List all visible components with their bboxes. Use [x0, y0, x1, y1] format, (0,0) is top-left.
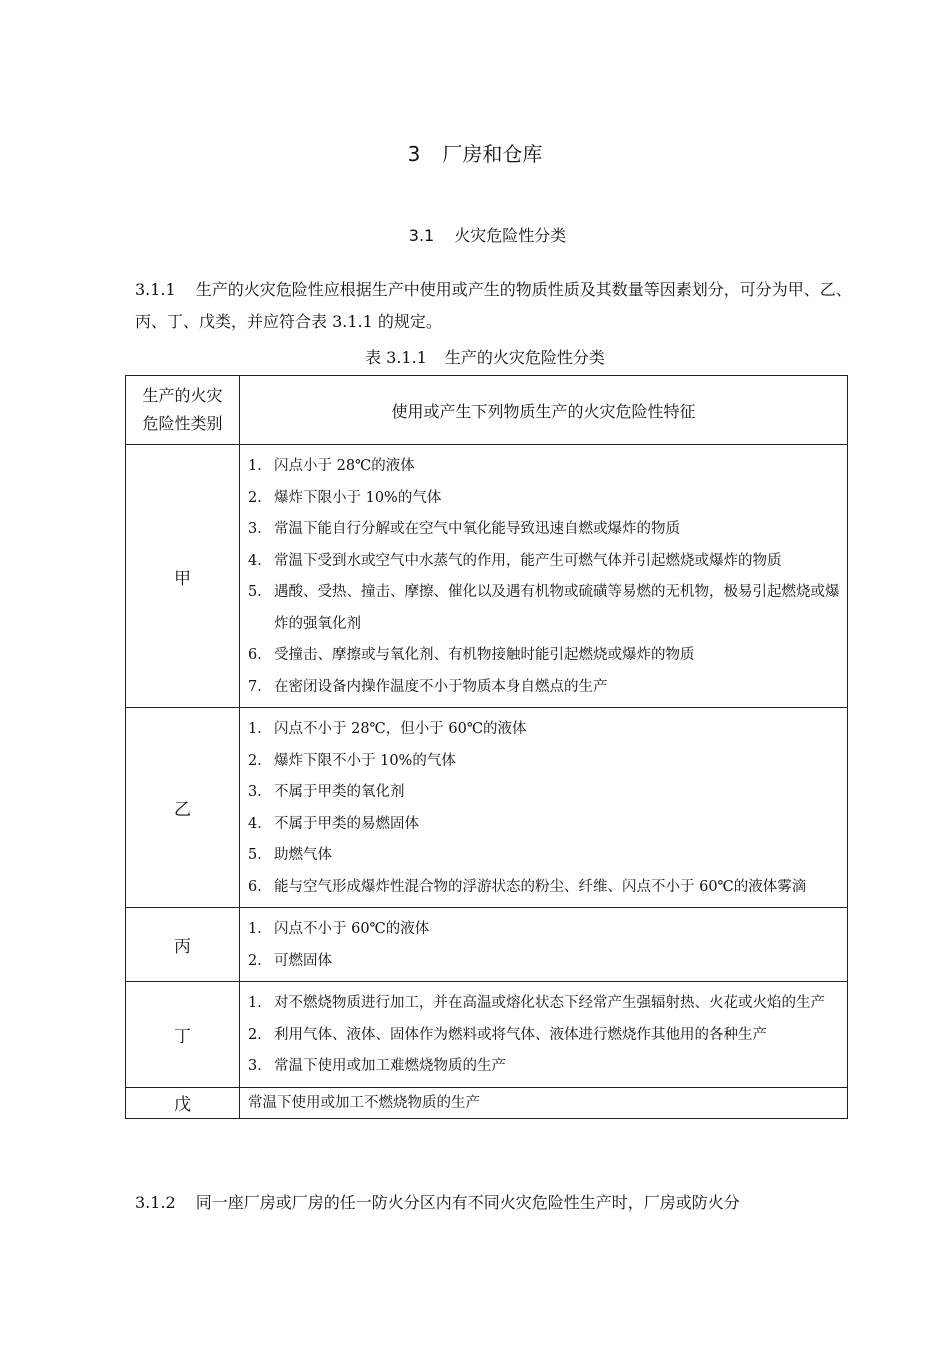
list-item — [248, 914, 841, 946]
list-item-text: 爆炸下限不小于 10%的气体 — [274, 752, 456, 769]
category-cell: 戊 — [126, 1087, 240, 1118]
list-item-index: 6． — [248, 647, 272, 663]
table-row — [126, 1087, 848, 1118]
list-item-index: 2． — [248, 489, 272, 506]
list-item — [248, 746, 841, 778]
list-item-text: 在密闭设备内操作温度不小于物质本身自燃点的生产 — [274, 678, 608, 695]
list-item-index: 5． — [248, 847, 272, 863]
list-item-text: 对不燃烧物质进行加工，并在高温或熔化状态下经常产生强辐射热、火花或火焰的生产 — [274, 995, 825, 1011]
table-header-row — [126, 376, 848, 445]
clause-text: 同一座厂房或厂房的任一防火分区内有不同火灾危险性生产时，厂房或防火分 — [195, 1193, 740, 1212]
header-class-cell — [126, 376, 240, 445]
list-item — [248, 672, 841, 704]
list-item — [248, 640, 841, 672]
chapter-number: 3 — [407, 142, 421, 166]
list-item-text: 遇酸、受热、撞击、摩擦、催化以及遇有机物或硫磺等易燃的无机物，极易引起燃烧或爆炸的强氧化剂 — [274, 584, 840, 632]
table-row — [126, 708, 848, 908]
list-item-index: 1． — [248, 921, 272, 937]
list-item-index: 2． — [248, 952, 272, 969]
list-item — [248, 840, 841, 872]
list-item — [248, 777, 841, 809]
list-item — [248, 483, 841, 515]
list-item — [248, 577, 841, 640]
section-title — [0, 223, 950, 246]
list-item-index: 3． — [248, 784, 272, 800]
list-item-text: 常温下使用或加工难燃烧物质的生产 — [274, 1058, 506, 1074]
table-row — [126, 908, 848, 982]
list-item-text: 闪点不小于 28℃，但小于 60℃的液体 — [274, 721, 527, 737]
list-item-text: 常温下受到水或空气中水蒸气的作用，能产生可燃气体并引起燃烧或爆炸的物质 — [274, 552, 782, 569]
list-item — [248, 809, 841, 841]
clause-text: 生产的火灾危险性应根据生产中使用或产生的物质性质及其数量等因素划分，可分为甲、乙、丙、丁、戊类，并应符合表 3.1.1 的规定。 — [135, 280, 852, 331]
list-item-text: 闪点不小于 60℃的液体 — [274, 921, 430, 937]
list-item — [248, 514, 841, 546]
category-cell: 乙 — [126, 708, 240, 908]
clause-number: 3.1.1 — [135, 280, 176, 299]
list-item — [248, 714, 841, 746]
category-cell: 甲 — [126, 445, 240, 708]
list-item-index: 2． — [248, 1026, 272, 1043]
feature-cell — [240, 708, 848, 908]
list-item-text: 利用气体、液体、固体作为燃料或将气体、液体进行燃烧作其他用的各种生产 — [274, 1026, 767, 1043]
list-item-index: 1． — [248, 995, 272, 1011]
list-item-text: 助燃气体 — [274, 847, 332, 863]
table-row — [126, 982, 848, 1088]
list-item — [248, 946, 841, 978]
hazard-classification-table — [125, 375, 848, 1119]
header-class-line2: 危险性类别 — [142, 414, 223, 433]
list-item-text: 闪点小于 28℃的液体 — [274, 458, 415, 474]
list-item-index: 6． — [248, 878, 272, 895]
list-item-index: 1． — [248, 721, 272, 737]
list-item-index: 3． — [248, 521, 272, 537]
list-item-text: 常温下能自行分解或在空气中氧化能导致迅速自燃或爆炸的物质 — [274, 521, 680, 537]
list-item-index: 1． — [248, 458, 272, 474]
list-item-text: 不属于甲类的氧化剂 — [274, 784, 405, 800]
table-body — [126, 445, 848, 1119]
feature-cell — [240, 445, 848, 708]
list-item — [248, 1020, 841, 1052]
section-title-text: 火灾危险性分类 — [454, 226, 567, 245]
clause-3-1-2 — [135, 1187, 855, 1219]
list-item-index: 4． — [248, 552, 272, 569]
category-cell: 丙 — [126, 908, 240, 982]
feature-cell — [240, 982, 848, 1088]
header-feature-cell: 使用或产生下列物质生产的火灾危险性特征 — [240, 376, 848, 445]
list-item — [248, 451, 841, 483]
list-item-index: 5． — [248, 584, 272, 600]
table-caption-title: 生产的火灾危险性分类 — [444, 348, 605, 367]
table-caption-number: 表 3.1.1 — [365, 348, 427, 367]
list-item-text: 不属于甲类的易燃固体 — [274, 815, 419, 832]
table-caption — [0, 345, 950, 368]
list-item-index: 3． — [248, 1058, 272, 1074]
list-item-index: 7． — [248, 678, 272, 695]
category-cell: 丁 — [126, 982, 240, 1088]
chapter-title — [0, 138, 950, 167]
list-item-index: 4． — [248, 815, 272, 832]
list-item-text: 受撞击、摩擦或与氧化剂、有机物接触时能引起燃烧或爆炸的物质 — [274, 647, 695, 663]
list-item-text: 能与空气形成爆炸性混合物的浮游状态的粉尘、纤维、闪点不小于 60℃的液体雾滴 — [274, 878, 807, 895]
list-item — [248, 988, 841, 1020]
list-item-text: 爆炸下限小于 10%的气体 — [274, 489, 442, 506]
feature-cell — [240, 908, 848, 982]
clause-3-1-1 — [135, 274, 855, 338]
section-number: 3.1 — [408, 226, 435, 245]
table-row — [126, 445, 848, 708]
feature-cell: 常温下使用或加工不燃烧物质的生产 — [240, 1087, 848, 1118]
header-class-line1: 生产的火灾 — [142, 386, 223, 405]
list-item — [248, 872, 841, 904]
list-item — [248, 1051, 841, 1083]
list-item-text: 可燃固体 — [274, 952, 332, 969]
list-item-index: 2． — [248, 752, 272, 769]
chapter-title-text: 厂房和仓库 — [442, 142, 543, 166]
clause-number: 3.1.2 — [135, 1193, 176, 1212]
list-item — [248, 546, 841, 578]
